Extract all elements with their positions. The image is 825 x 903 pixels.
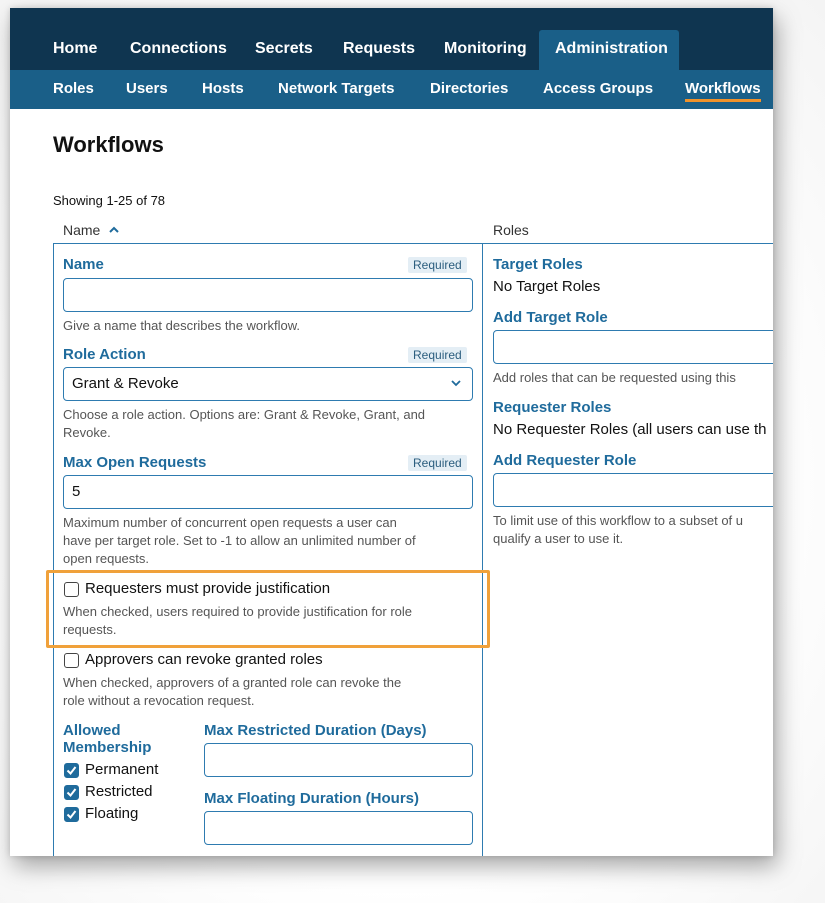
justification-help-1: When checked, users required to provide justification for role bbox=[63, 604, 413, 619]
max-floating-input[interactable] bbox=[204, 811, 473, 845]
approvers-checkbox[interactable] bbox=[64, 653, 79, 668]
subnav-network-targets[interactable]: Network Targets bbox=[278, 80, 395, 97]
floating-checkbox[interactable] bbox=[64, 807, 79, 822]
nav-monitoring[interactable]: Monitoring bbox=[444, 40, 527, 57]
sub-nav bbox=[10, 70, 773, 109]
subnav-access-groups[interactable]: Access Groups bbox=[543, 80, 654, 97]
app-window bbox=[10, 8, 773, 856]
role-action-value: Grant & Revoke bbox=[72, 375, 179, 392]
justification-help-2: requests. bbox=[63, 622, 117, 637]
role-action-help-2: Revoke. bbox=[63, 425, 111, 440]
floating-label[interactable]: Floating bbox=[85, 805, 139, 822]
subnav-workflows[interactable]: Workflows bbox=[685, 70, 761, 109]
permanent-checkbox[interactable] bbox=[64, 763, 79, 778]
add-target-role-label: Add Target Role bbox=[493, 309, 608, 326]
role-action-help-1: Choose a role action. Options are: Grant & Revoke, Grant, and bbox=[63, 407, 426, 422]
max-floating-label: Max Floating Duration (Hours) bbox=[204, 790, 419, 807]
add-requester-role-help-2: qualify a user to use it. bbox=[493, 531, 624, 546]
approvers-help-2: role without a revocation request. bbox=[63, 693, 255, 708]
nav-connections[interactable]: Connections bbox=[130, 40, 227, 57]
nav-requests[interactable]: Requests bbox=[343, 40, 416, 57]
max-open-input[interactable]: 5 bbox=[63, 475, 473, 509]
approvers-label[interactable]: Approvers can revoke granted roles bbox=[85, 651, 323, 668]
justification-checkbox[interactable] bbox=[64, 582, 79, 597]
permanent-label[interactable]: Permanent bbox=[85, 761, 159, 778]
nav-administration[interactable]: Administration bbox=[539, 30, 679, 70]
subnav-hosts[interactable]: Hosts bbox=[202, 80, 244, 97]
max-open-help-1: Maximum number of concurrent open requests a user can bbox=[63, 515, 397, 530]
subnav-directories[interactable]: Directories bbox=[430, 80, 509, 97]
max-restricted-input[interactable] bbox=[204, 743, 473, 777]
name-label: Name bbox=[63, 256, 104, 273]
column-name-label: Name bbox=[63, 222, 101, 238]
nav-secrets[interactable]: Secrets bbox=[255, 40, 313, 57]
name-help: Give a name that describes the workflow. bbox=[63, 318, 301, 333]
role-action-select[interactable] bbox=[63, 367, 473, 401]
add-requester-role-input[interactable] bbox=[493, 473, 773, 507]
target-roles-label: Target Roles bbox=[493, 256, 583, 273]
max-open-help-2: have per target role. Set to -1 to allow an unlimited number of bbox=[63, 533, 416, 548]
restricted-label[interactable]: Restricted bbox=[85, 783, 153, 800]
column-header-roles[interactable]: Roles bbox=[493, 222, 529, 238]
check-icon bbox=[66, 787, 77, 798]
chevron-down-icon bbox=[450, 377, 462, 389]
add-requester-role-label: Add Requester Role bbox=[493, 452, 637, 469]
requester-roles-value: No Requester Roles (all users can use th bbox=[493, 421, 767, 438]
sort-ascending-icon bbox=[108, 225, 120, 235]
top-nav bbox=[10, 8, 773, 70]
membership-label-2: Membership bbox=[63, 739, 152, 756]
page-title: Workflows bbox=[53, 132, 164, 157]
max-open-help-3: open requests. bbox=[63, 551, 150, 566]
max-open-required-badge: Required bbox=[408, 455, 467, 471]
name-required-badge: Required bbox=[408, 257, 467, 273]
add-target-role-input[interactable] bbox=[493, 330, 773, 364]
nav-home[interactable]: Home bbox=[53, 40, 98, 57]
restricted-checkbox[interactable] bbox=[64, 785, 79, 800]
role-action-required-badge: Required bbox=[408, 347, 467, 363]
name-input[interactable] bbox=[63, 278, 473, 312]
column-header-name[interactable] bbox=[63, 222, 120, 238]
membership-label-1: Allowed bbox=[63, 722, 121, 739]
subnav-roles[interactable]: Roles bbox=[53, 80, 94, 97]
max-open-label: Max Open Requests bbox=[63, 454, 207, 471]
justification-label[interactable]: Requesters must provide justification bbox=[85, 580, 331, 597]
approvers-help-1: When checked, approvers of a granted role can revoke the bbox=[63, 675, 402, 690]
requester-roles-label: Requester Roles bbox=[493, 399, 612, 416]
max-restricted-label: Max Restricted Duration (Days) bbox=[204, 722, 427, 739]
check-icon bbox=[66, 765, 77, 776]
subnav-users[interactable]: Users bbox=[126, 80, 168, 97]
add-target-role-help: Add roles that can be requested using this bbox=[493, 370, 736, 385]
check-icon bbox=[66, 809, 77, 820]
add-requester-role-help-1: To limit use of this workflow to a subset of u bbox=[493, 513, 743, 528]
role-action-label: Role Action bbox=[63, 346, 146, 363]
results-count: Showing 1-25 of 78 bbox=[53, 193, 166, 208]
target-roles-value: No Target Roles bbox=[493, 278, 601, 295]
